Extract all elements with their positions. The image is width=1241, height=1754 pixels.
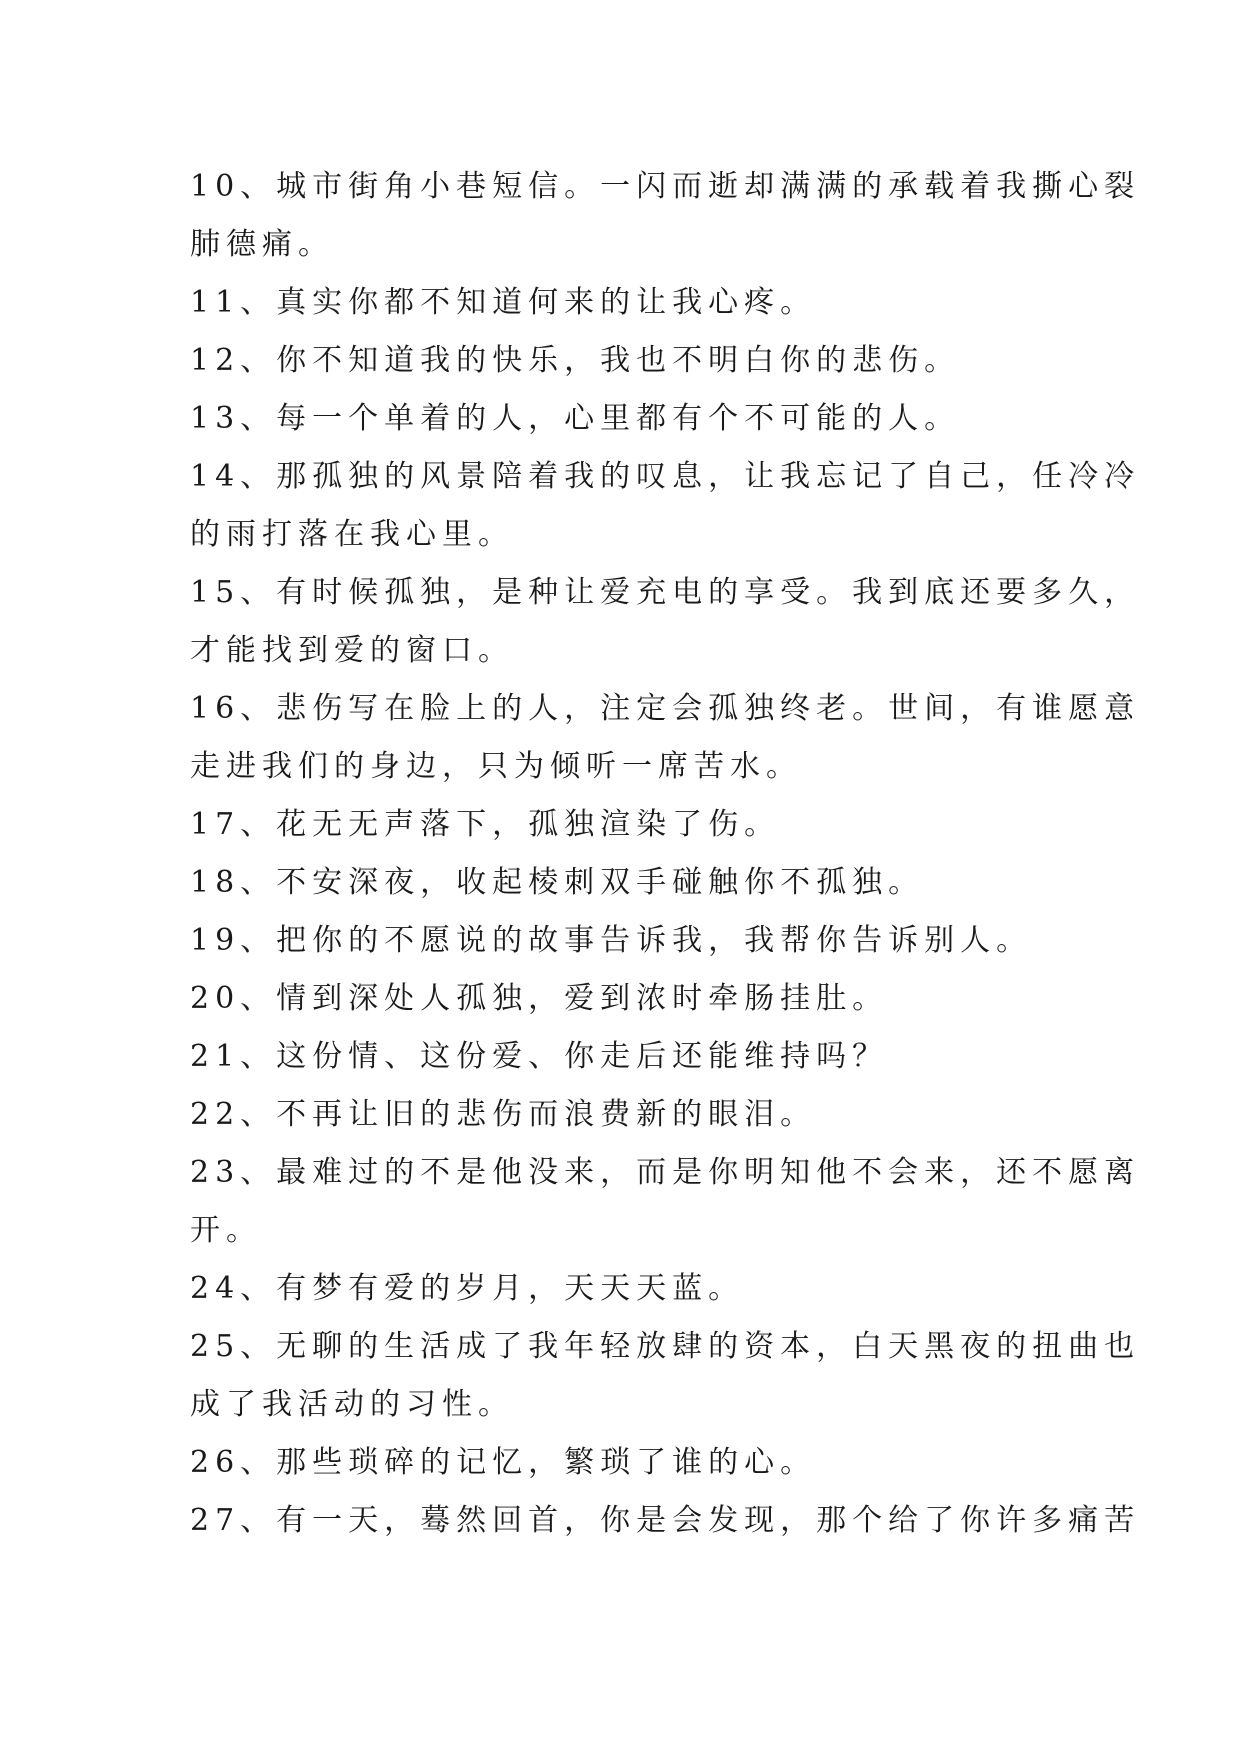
text-line: 的雨打落在我心里。 xyxy=(190,517,514,552)
text-line: 11、真实你都不知道何来的让我心疼。 xyxy=(190,285,817,320)
text-line: 开。 xyxy=(190,1213,262,1248)
text-line: 16、悲伤写在脸上的人，注定会孤独终老。世间，有谁愿意 xyxy=(190,691,1141,726)
text-line: 17、花无无声落下，孤独渲染了伤。 xyxy=(190,807,781,842)
text-line: 26、那些琐碎的记忆，繁琐了谁的心。 xyxy=(190,1445,817,1480)
text-line: 22、不再让旧的悲伤而浪费新的眼泪。 xyxy=(190,1097,817,1132)
text-line: 走进我们的身边，只为倾听一席苦水。 xyxy=(190,749,802,784)
text-line: 成了我活动的习性。 xyxy=(190,1387,514,1422)
text-line: 14、那孤独的风景陪着我的叹息，让我忘记了自己，任冷冷 xyxy=(190,459,1141,494)
text-line: 肺德痛。 xyxy=(190,227,334,262)
text-line: 15、有时候孤独，是种让爱充电的享受。我到底还要多久， xyxy=(190,575,1141,610)
text-line: 19、把你的不愿说的故事告诉我，我帮你告诉别人。 xyxy=(190,923,1033,958)
text-line: 23、最难过的不是他没来，而是你明知他不会来，还不愿离 xyxy=(190,1155,1141,1190)
text-line: 12、你不知道我的快乐，我也不明白你的悲伤。 xyxy=(190,343,961,378)
text-line: 才能找到爱的窗口。 xyxy=(190,633,514,668)
text-line: 27、有一天，蓦然回首，你是会发现，那个给了你许多痛苦 xyxy=(190,1503,1141,1538)
text-line: 18、不安深夜，收起棱刺双手碰触你不孤独。 xyxy=(190,865,925,900)
text-line: 25、无聊的生活成了我年轻放肆的资本，白天黑夜的扭曲也 xyxy=(190,1329,1141,1364)
text-line: 20、情到深处人孤独，爱到浓时牵肠挂肚。 xyxy=(190,981,889,1016)
text-line: 21、这份情、这份爱、你走后还能维持吗？ xyxy=(190,1039,889,1074)
document-body xyxy=(190,158,1141,1550)
text-line: 10、城市街角小巷短信。一闪而逝却满满的承载着我撕心裂 xyxy=(190,169,1141,204)
text-line: 24、有梦有爱的岁月，天天天蓝。 xyxy=(190,1271,745,1306)
text-line: 13、每一个单着的人，心里都有个不可能的人。 xyxy=(190,401,961,436)
